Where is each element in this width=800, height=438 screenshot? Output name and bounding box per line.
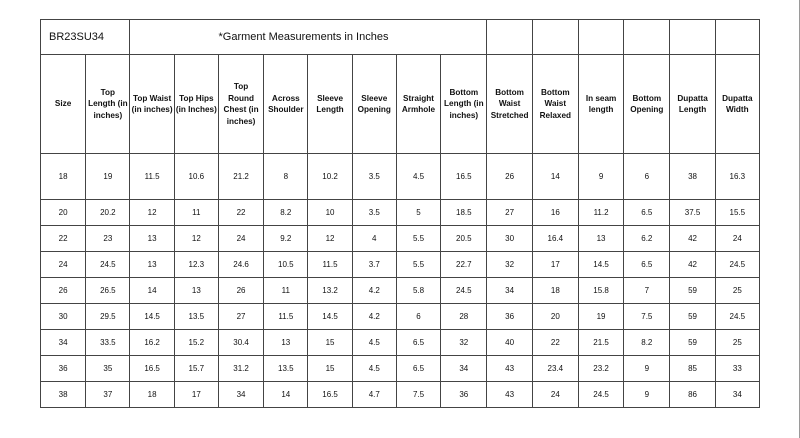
measurement-cell: 14.5 xyxy=(308,304,352,330)
measurement-cell: 9 xyxy=(624,382,670,408)
measurement-cell: 37 xyxy=(86,382,130,408)
measurement-cell: 19 xyxy=(578,304,623,330)
column-header: Across Shoulder xyxy=(264,55,308,154)
measurement-cell: 3.7 xyxy=(352,252,396,278)
measurement-cell: 28 xyxy=(441,304,487,330)
measurement-cell: 25 xyxy=(715,278,759,304)
table-row xyxy=(41,356,760,382)
measurement-cell: 30 xyxy=(487,226,532,252)
measurement-cell: 34 xyxy=(218,382,263,408)
measurement-cell: 8.2 xyxy=(624,330,670,356)
measurement-cell: 32 xyxy=(487,252,532,278)
measurement-cell: 5.5 xyxy=(396,252,440,278)
measurement-cell: 15.8 xyxy=(578,278,623,304)
blank-cell xyxy=(670,20,715,55)
measurement-cell: 4.7 xyxy=(352,382,396,408)
measurement-cell: 27 xyxy=(487,200,532,226)
measurement-cell: 9.2 xyxy=(264,226,308,252)
measurement-cell: 7.5 xyxy=(624,304,670,330)
measurement-cell: 10.5 xyxy=(264,252,308,278)
column-header: Bottom Opening xyxy=(624,55,670,154)
measurement-cell: 26 xyxy=(218,278,263,304)
size-cell: 26 xyxy=(41,278,86,304)
measurement-cell: 38 xyxy=(670,154,715,200)
measurement-cell: 19 xyxy=(86,154,130,200)
measurement-cell: 18.5 xyxy=(441,200,487,226)
measurement-cell: 29.5 xyxy=(86,304,130,330)
measurement-cell: 12.3 xyxy=(174,252,218,278)
measurement-cell: 27 xyxy=(218,304,263,330)
measurement-cell: 13 xyxy=(264,330,308,356)
measurement-cell: 5 xyxy=(396,200,440,226)
measurement-cell: 30.4 xyxy=(218,330,263,356)
measurement-cell: 14 xyxy=(532,154,578,200)
measurement-cell: 17 xyxy=(174,382,218,408)
column-header: Dupatta Length xyxy=(670,55,715,154)
measurement-cell: 24.5 xyxy=(86,252,130,278)
measurement-cell: 6.5 xyxy=(624,252,670,278)
measurement-cell: 6 xyxy=(624,154,670,200)
measurement-cell: 16.5 xyxy=(308,382,352,408)
column-header: Bottom Waist Relaxed xyxy=(532,55,578,154)
measurement-cell: 26.5 xyxy=(86,278,130,304)
measurement-cell: 32 xyxy=(441,330,487,356)
measurement-cell: 4.2 xyxy=(352,278,396,304)
measurement-cell: 17 xyxy=(532,252,578,278)
measurement-cell: 22 xyxy=(218,200,263,226)
measurement-cell: 10 xyxy=(308,200,352,226)
measurement-table xyxy=(40,19,760,408)
measurement-cell: 4.5 xyxy=(352,330,396,356)
table-row xyxy=(41,154,760,200)
measurement-cell: 15.2 xyxy=(174,330,218,356)
measurement-cell: 10.6 xyxy=(174,154,218,200)
measurement-cell: 40 xyxy=(487,330,532,356)
measurement-cell: 4.5 xyxy=(352,356,396,382)
column-header: Size xyxy=(41,55,86,154)
measurement-cell: 15 xyxy=(308,330,352,356)
measurement-cell: 21.2 xyxy=(218,154,263,200)
measurement-cell: 13 xyxy=(174,278,218,304)
measurement-cell: 5.5 xyxy=(396,226,440,252)
measurement-cell: 34 xyxy=(487,278,532,304)
measurement-cell: 11.5 xyxy=(308,252,352,278)
measurement-cell: 43 xyxy=(487,382,532,408)
measurement-cell: 31.2 xyxy=(218,356,263,382)
measurement-cell: 18 xyxy=(130,382,174,408)
measurement-cell: 7.5 xyxy=(396,382,440,408)
table-row xyxy=(41,252,760,278)
column-header: Top Round Chest (in inches) xyxy=(218,55,263,154)
blank-cell xyxy=(624,20,670,55)
measurement-cell: 6.5 xyxy=(396,330,440,356)
measurement-cell: 4 xyxy=(352,226,396,252)
measurement-cell: 3.5 xyxy=(352,200,396,226)
measurement-cell: 59 xyxy=(670,330,715,356)
header-row xyxy=(41,55,760,154)
measurement-cell: 4.5 xyxy=(396,154,440,200)
table-row xyxy=(41,304,760,330)
measurement-cell: 11 xyxy=(264,278,308,304)
measurement-cell: 34 xyxy=(715,382,759,408)
measurement-cell: 6.5 xyxy=(396,356,440,382)
column-header: In seam length xyxy=(578,55,623,154)
measurement-cell: 43 xyxy=(487,356,532,382)
size-cell: 30 xyxy=(41,304,86,330)
measurement-cell: 4.2 xyxy=(352,304,396,330)
measurement-cell: 14.5 xyxy=(130,304,174,330)
column-header: Sleeve Length xyxy=(308,55,352,154)
measurement-cell: 12 xyxy=(130,200,174,226)
measurement-cell: 20.5 xyxy=(441,226,487,252)
measurement-cell: 15.7 xyxy=(174,356,218,382)
column-header: Dupatta Width xyxy=(715,55,759,154)
measurement-cell: 59 xyxy=(670,304,715,330)
blank-cell xyxy=(715,20,759,55)
measurement-cell: 33.5 xyxy=(86,330,130,356)
size-cell: 22 xyxy=(41,226,86,252)
column-header: Straight Armhole xyxy=(396,55,440,154)
measurement-cell: 36 xyxy=(487,304,532,330)
measurement-cell: 42 xyxy=(670,252,715,278)
measurement-cell: 23 xyxy=(86,226,130,252)
measurement-cell: 6.2 xyxy=(624,226,670,252)
size-cell: 20 xyxy=(41,200,86,226)
measurement-cell: 6.5 xyxy=(624,200,670,226)
blank-cell xyxy=(487,20,532,55)
measurement-cell: 36 xyxy=(441,382,487,408)
measurement-cell: 22 xyxy=(532,330,578,356)
blank-cell xyxy=(532,20,578,55)
measurement-cell: 23.2 xyxy=(578,356,623,382)
column-header: Sleeve Opening xyxy=(352,55,396,154)
size-cell: 36 xyxy=(41,356,86,382)
measurement-cell: 18 xyxy=(532,278,578,304)
measurement-cell: 34 xyxy=(441,356,487,382)
size-cell: 34 xyxy=(41,330,86,356)
measurement-cell: 85 xyxy=(670,356,715,382)
measurement-cell: 11.5 xyxy=(130,154,174,200)
column-header: Bottom Waist Stretched xyxy=(487,55,532,154)
measurement-cell: 13 xyxy=(578,226,623,252)
measurement-chart xyxy=(40,19,760,416)
measurement-cell: 24.5 xyxy=(715,304,759,330)
measurement-cell: 16.5 xyxy=(130,356,174,382)
column-header: Top Length (in inches) xyxy=(86,55,130,154)
column-header: Top Hips (in Inches) xyxy=(174,55,218,154)
measurement-cell: 24 xyxy=(532,382,578,408)
measurement-cell: 11.5 xyxy=(264,304,308,330)
measurement-cell: 8.2 xyxy=(264,200,308,226)
measurement-cell: 9 xyxy=(578,154,623,200)
measurement-cell: 16.2 xyxy=(130,330,174,356)
measurement-cell: 11 xyxy=(174,200,218,226)
measurement-cell: 16.4 xyxy=(532,226,578,252)
measurement-cell: 16.3 xyxy=(715,154,759,200)
measurement-cell: 12 xyxy=(174,226,218,252)
measurement-cell: 13.2 xyxy=(308,278,352,304)
measurement-cell: 13 xyxy=(130,226,174,252)
measurement-cell: 12 xyxy=(308,226,352,252)
table-row xyxy=(41,330,760,356)
title-row xyxy=(41,20,760,55)
column-header: Top Waist (in inches) xyxy=(130,55,174,154)
table-row xyxy=(41,382,760,408)
measurement-cell: 13.5 xyxy=(264,356,308,382)
table-title: *Garment Measurements in Inches xyxy=(130,20,487,55)
style-code: BR23SU34 xyxy=(41,20,130,55)
measurement-cell: 21.5 xyxy=(578,330,623,356)
measurement-cell: 5.8 xyxy=(396,278,440,304)
measurement-cell: 3.5 xyxy=(352,154,396,200)
measurement-cell: 20 xyxy=(532,304,578,330)
measurement-cell: 24.5 xyxy=(578,382,623,408)
measurement-cell: 22.7 xyxy=(441,252,487,278)
measurement-cell: 9 xyxy=(624,356,670,382)
measurement-cell: 6 xyxy=(396,304,440,330)
measurement-cell: 26 xyxy=(487,154,532,200)
measurement-cell: 14 xyxy=(130,278,174,304)
measurement-cell: 86 xyxy=(670,382,715,408)
measurement-cell: 23.4 xyxy=(532,356,578,382)
table-row xyxy=(41,226,760,252)
measurement-cell: 33 xyxy=(715,356,759,382)
measurement-cell: 15.5 xyxy=(715,200,759,226)
size-cell: 24 xyxy=(41,252,86,278)
measurement-cell: 13.5 xyxy=(174,304,218,330)
measurement-cell: 24.5 xyxy=(715,252,759,278)
measurement-cell: 24 xyxy=(715,226,759,252)
measurement-cell: 14.5 xyxy=(578,252,623,278)
measurement-cell: 24.5 xyxy=(441,278,487,304)
column-header: Bottom Length (in inches) xyxy=(441,55,487,154)
table-row xyxy=(41,278,760,304)
measurement-cell: 37.5 xyxy=(670,200,715,226)
measurement-cell: 16 xyxy=(532,200,578,226)
measurement-cell: 20.2 xyxy=(86,200,130,226)
size-cell: 38 xyxy=(41,382,86,408)
measurement-cell: 16.5 xyxy=(441,154,487,200)
measurement-cell: 14 xyxy=(264,382,308,408)
measurement-cell: 8 xyxy=(264,154,308,200)
measurement-cell: 10.2 xyxy=(308,154,352,200)
measurement-cell: 24 xyxy=(218,226,263,252)
measurement-cell: 7 xyxy=(624,278,670,304)
size-cell: 18 xyxy=(41,154,86,200)
measurement-cell: 24.6 xyxy=(218,252,263,278)
measurement-cell: 25 xyxy=(715,330,759,356)
table-row xyxy=(41,200,760,226)
measurement-cell: 11.2 xyxy=(578,200,623,226)
measurement-cell: 35 xyxy=(86,356,130,382)
measurement-cell: 13 xyxy=(130,252,174,278)
measurement-cell: 59 xyxy=(670,278,715,304)
measurement-cell: 42 xyxy=(670,226,715,252)
measurement-cell: 15 xyxy=(308,356,352,382)
blank-cell xyxy=(578,20,623,55)
